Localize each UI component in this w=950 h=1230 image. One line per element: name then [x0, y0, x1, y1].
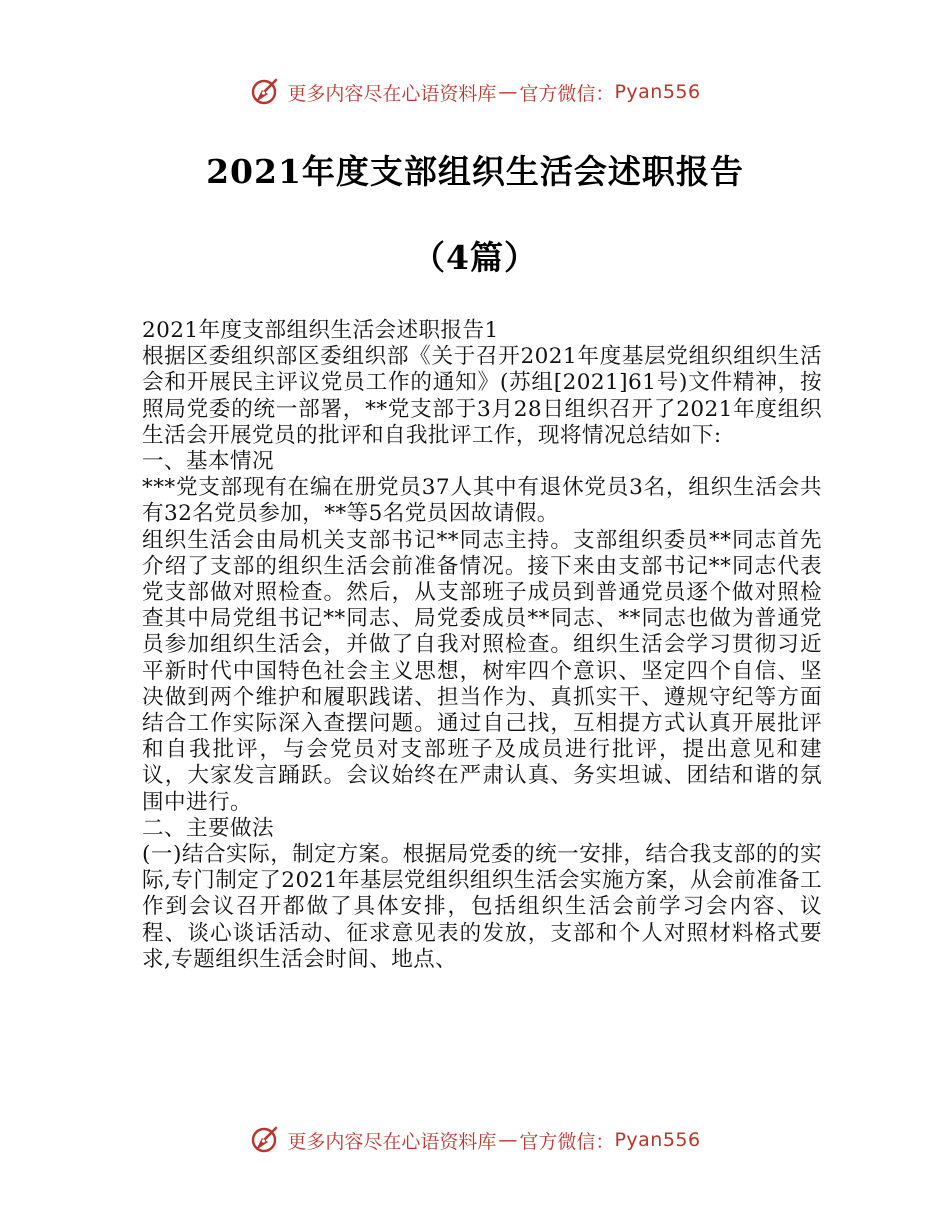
document-title: 2021年度支部组织生活会述职报告 — [206, 152, 744, 191]
banner-text: 更多内容尽在心语资料库 — [287, 1130, 497, 1153]
pen-nib-logo-icon — [249, 77, 279, 107]
banner-separator: — — [498, 81, 518, 103]
section-heading-main-practices: 二、主要做法 — [142, 815, 274, 841]
banner-wechat-label: 官方微信： — [519, 82, 615, 105]
membership-paragraph: ***党支部现有在编在册党员37人其中有退休党员3名，组织生活会共有32名党员参加，**等5名党员因故请假。 — [142, 475, 822, 527]
section-heading-basic-situation: 一、基本情况 — [142, 449, 274, 475]
banner-wechat-id: Pyan556 — [614, 1129, 701, 1151]
header-banner — [0, 72, 950, 112]
banner-wechat-id: Pyan556 — [614, 81, 701, 103]
meeting-process-paragraph: 组织生活会由局机关支部书记**同志主持。支部组织委员**同志首先介绍了支部的组织生活会前准备情况。接下来由支部书记**同志代表党支部做对照检查。然后，从支部班子成员到普通党员逐个做对照检查其中局党组书记**同志、局党委成员**同志、**同志也做为普通党员参加组织生活会，并做了自我对照检查。组织生活会学习贯彻习近平新时代中国特色社会主义思想，树牢四个意识、坚定四个自信、坚决做到两个维护和履职践诺、担当作为、真抓实干、遵规守纪等方面结合工作实际深入查摆问题。通过自己找，互相提方式认真开展批评和自我批评，与会党员对支部班子及成员进行批评，提出意见和建议，大家发言踊跃。会议始终在严肃认真、务实坦诚、团结和谐的氛围中进行。 — [142, 527, 822, 815]
pen-nib-logo-icon — [249, 1125, 279, 1155]
banner-wechat-label: 官方微信： — [519, 1130, 615, 1153]
practice-item-paragraph: (一)结合实际，制定方案。根据局党委的统一安排，结合我支部的的实际,专门制定了2021年基层党组织组织生活会实施方案，从会前准备工作到会议召开都做了具体安排，包括组织生活会前学习会内容、议程、谈心谈话活动、征求意见表的发放，支部和个人对照材料格式要求,专题组织生活会时间、地点、 — [142, 842, 822, 972]
banner-text: 更多内容尽在心语资料库 — [287, 82, 497, 105]
footer-banner — [0, 1120, 950, 1160]
report-heading: 2021年度支部组织生活会述职报告1 — [142, 318, 499, 343]
document-subtitle: （4篇） — [412, 238, 538, 277]
intro-paragraph: 根据区委组织部区委组织部《关于召开2021年度基层党组织组织生活会和开展民主评议党员工作的通知》(苏组[2021]61号)文件精神，按照局党委的统一部署，**党支部于3月28日组织召开了2021年度组织生活会开展党员的批评和自我批评工作，现将情况总结如下: — [142, 344, 822, 448]
banner-separator: — — [498, 1129, 518, 1151]
document-body — [142, 318, 822, 973]
